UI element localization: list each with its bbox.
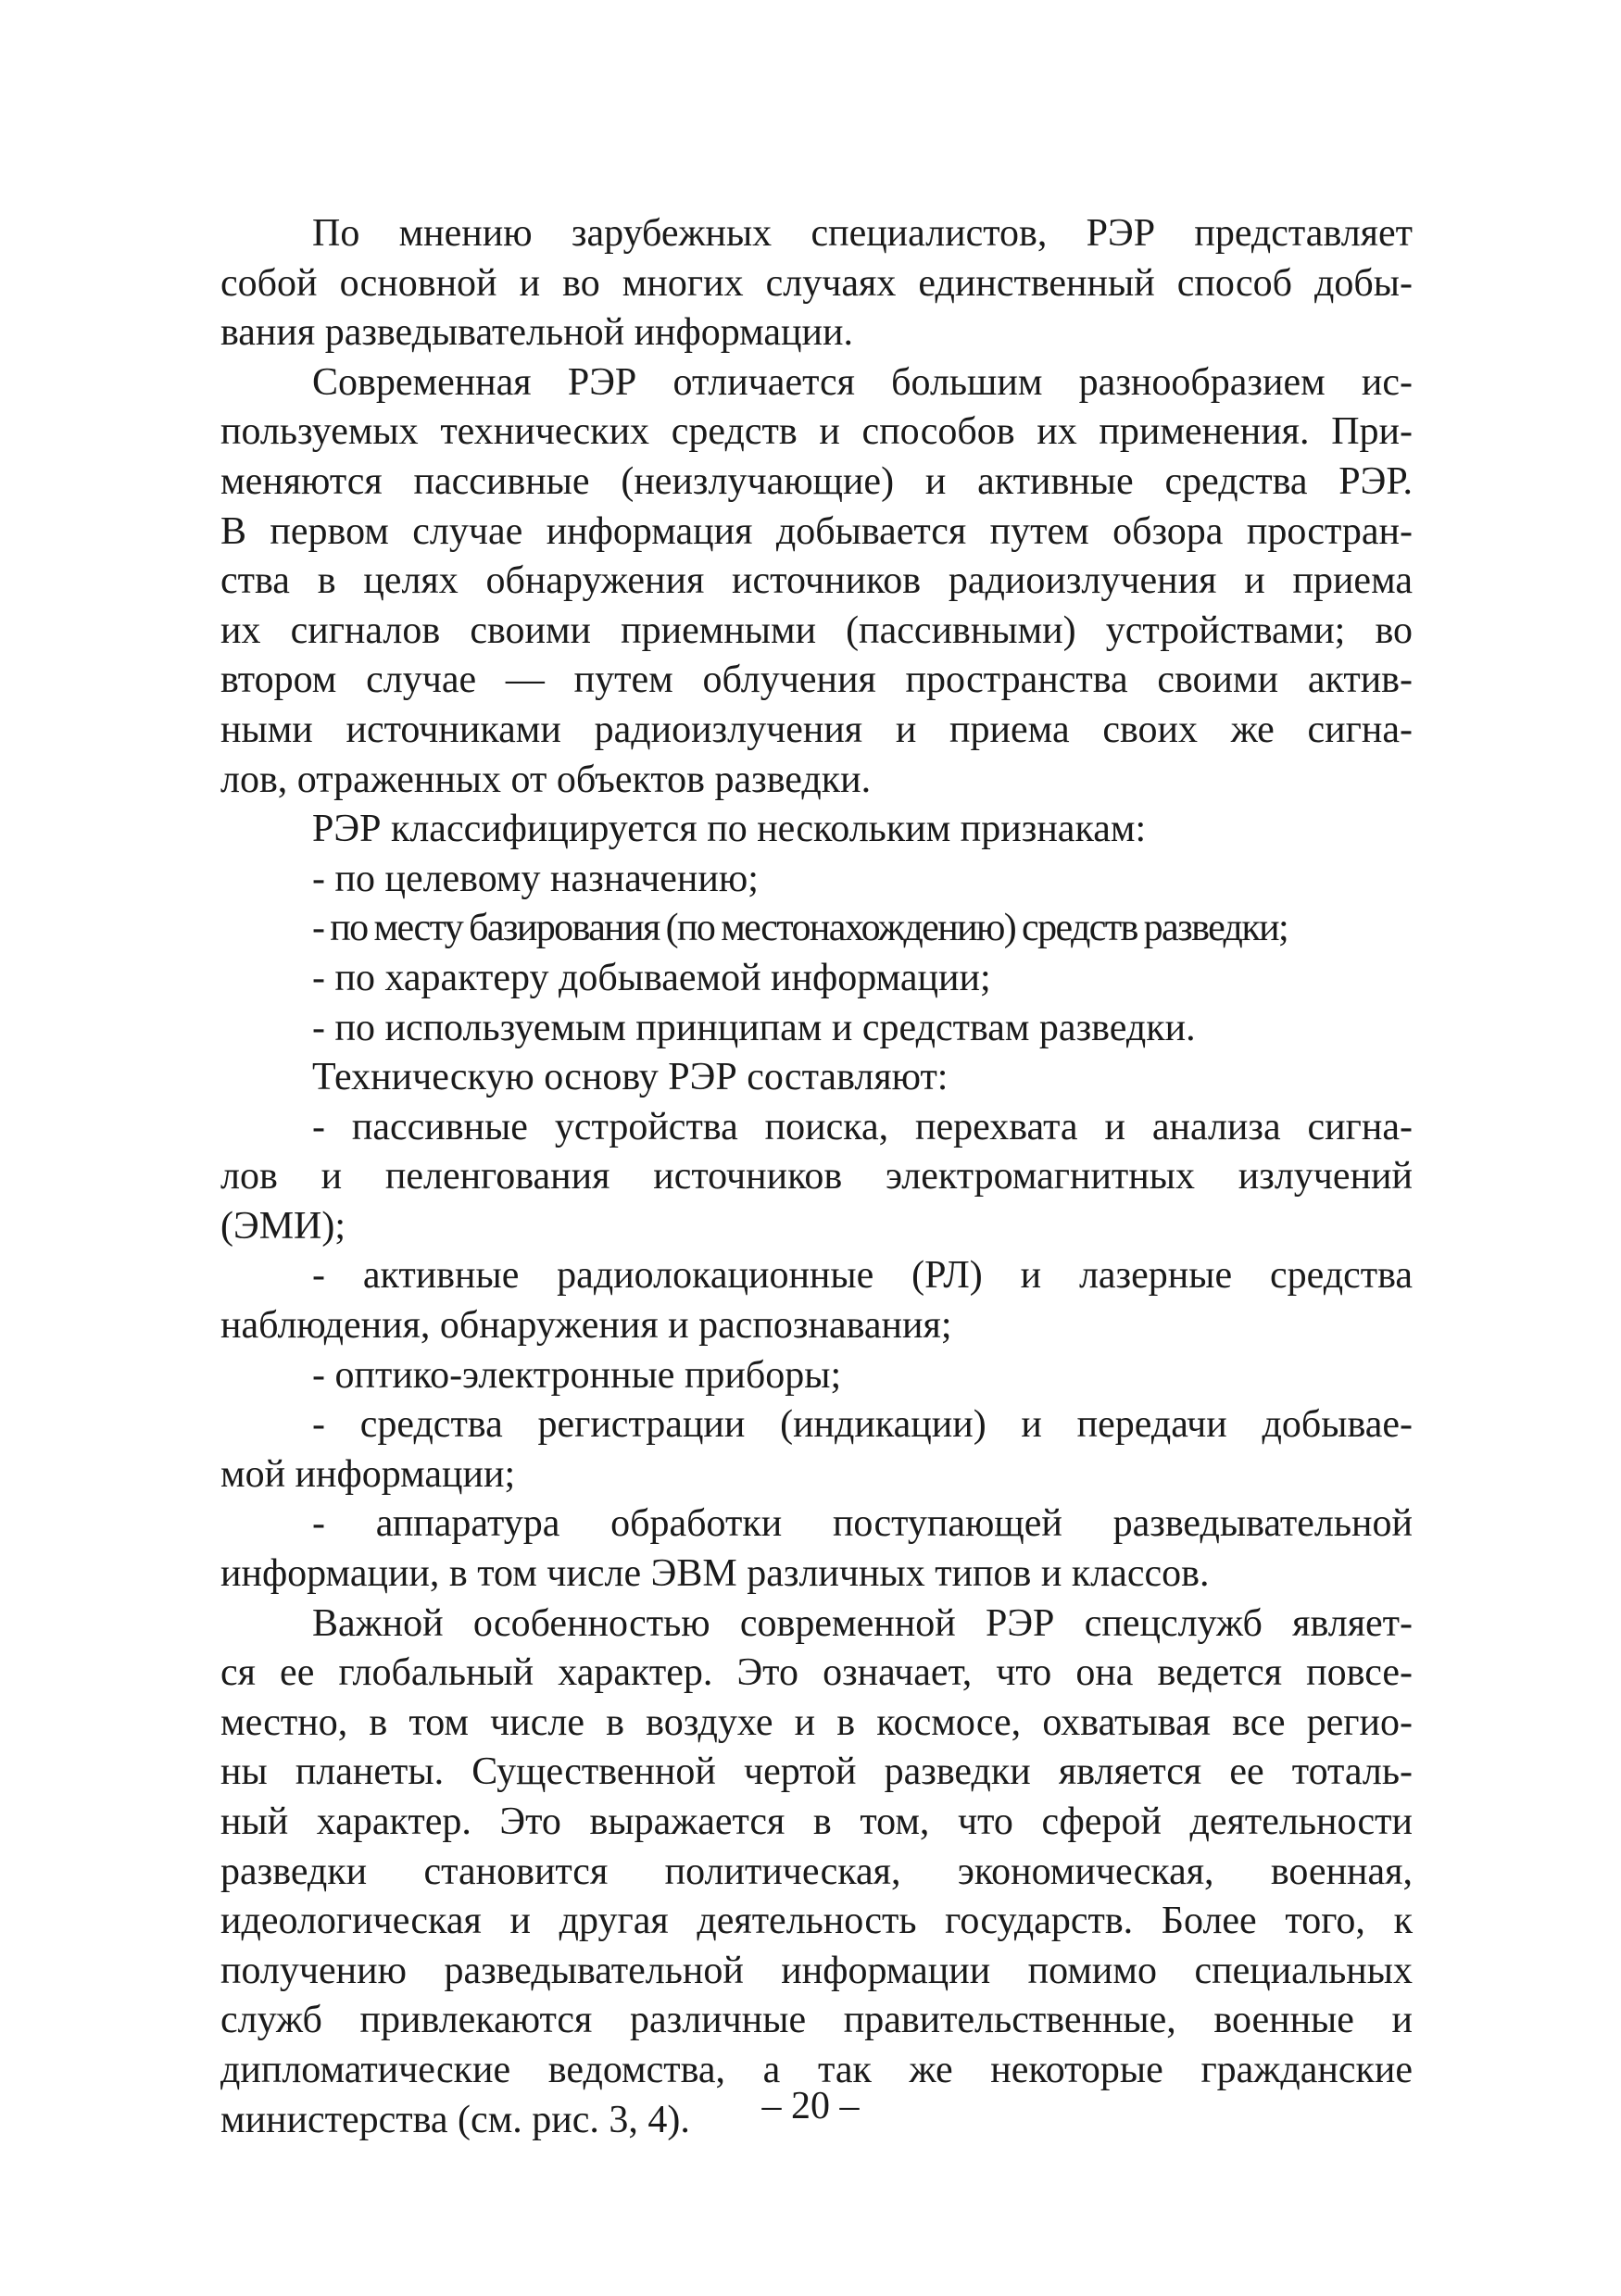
list-item: - по используемым принципам и средствам разведки. <box>312 1006 1196 1049</box>
list-item <box>220 1103 1413 1252</box>
text-line: мой информации; <box>220 1452 516 1496</box>
text-line: РЭР классифицируется по нескольким признакам: <box>312 808 1147 851</box>
text-line: Важной особенностью современной РЭР спецслужб являет- <box>312 1601 1413 1645</box>
paragraph-intro <box>220 209 1413 358</box>
list-item: - по характеру добываемой информации; <box>312 956 991 999</box>
text-line: служб привлекаются различные правительственные, военные и <box>220 1999 1413 2042</box>
body-text <box>220 209 1413 2145</box>
list-item: - по целевому назначению; <box>312 857 759 900</box>
list-item: - по месту базирования (по местонахождению) средств разведки; <box>312 907 1288 950</box>
text-line: наблюдения, обнаружения и распознавания; <box>220 1304 952 1348</box>
text-line: идеологическая и другая деятельность государств. Более того, к <box>220 1900 1413 1943</box>
paragraph-basis-intro <box>220 1053 1413 1103</box>
text-line: ными источниками радиоизлучения и приема своих же сигна- <box>220 708 1413 751</box>
text-line: В первом случае информация добывается путем обзора простран- <box>220 509 1413 553</box>
text-line: вания разведывательной информации. <box>220 311 853 355</box>
paragraph-global-character <box>220 1600 1413 2146</box>
text-line: ный характер. Это выражается в том, что сферой деятельности <box>220 1800 1413 1843</box>
list-item <box>220 1351 1413 1401</box>
text-line: ны планеты. Существенной чертой разведки является ее тоталь- <box>220 1750 1413 1794</box>
text-line: местно, в том числе в воздухе и в космосе, охватывая все регио- <box>220 1700 1413 1744</box>
paragraph-classification-intro <box>220 805 1413 855</box>
text-line: собой основной и во многих случаях единственный способ добы- <box>220 261 1413 305</box>
text-line: - активные радиолокационные (РЛ) и лазерные средства <box>312 1254 1413 1298</box>
text-line: Современная РЭР отличается большим разнообразием ис- <box>312 360 1413 404</box>
text-line: лов и пеленгования источников электромагнитных излучений <box>220 1155 1413 1198</box>
page-number: – 20 – <box>761 2085 860 2127</box>
text-line: ся ее глобальный характер. Это означает, что она ведется повсе- <box>220 1651 1413 1695</box>
text-line: министерства (см. рис. 3, 4). <box>220 2098 690 2141</box>
text-line: (ЭМИ); <box>220 1204 346 1248</box>
text-line: - оптико-электронные приборы; <box>312 1353 842 1397</box>
text-line: втором случае — путем облучения пространства своими актив- <box>220 659 1413 702</box>
text-line: их сигналов своими приемными (пассивными) устройствами; во <box>220 609 1413 652</box>
text-line: Техническую основу РЭР составляют: <box>312 1056 949 1099</box>
text-line: - пассивные устройства поиска, перехвата и анализа сигна- <box>312 1105 1413 1148</box>
list-item <box>220 1251 1413 1350</box>
text-line: меняются пассивные (неизлучающие) и активные средства РЭР. <box>220 459 1413 503</box>
text-line: информации, в том числе ЭВМ различных типов и классов. <box>220 1552 1210 1596</box>
list-item <box>220 1499 1413 1599</box>
text-line: пользуемых технических средств и способов их применения. При- <box>220 410 1413 454</box>
text-line: По мнению зарубежных специалистов, РЭР представляет <box>312 212 1413 255</box>
text-line: дипломатические ведомства, а так же некоторые гражданские <box>220 2048 1413 2091</box>
text-line: ства в целях обнаружения источников радиоизлучения и приема <box>220 559 1413 603</box>
paragraph-modern-rer <box>220 358 1413 805</box>
text-line: получению разведывательной информации помимо специальных <box>220 1949 1413 1992</box>
list-item <box>220 1400 1413 1499</box>
text-line: - аппаратура обработки поступающей разведывательной <box>312 1502 1413 1546</box>
text-line: лов, отраженных от объектов разведки. <box>220 758 872 801</box>
text-line: разведки становится политическая, экономическая, военная, <box>220 1850 1413 1893</box>
text-line: - средства регистрации (индикации) и передачи добывае- <box>312 1403 1413 1447</box>
